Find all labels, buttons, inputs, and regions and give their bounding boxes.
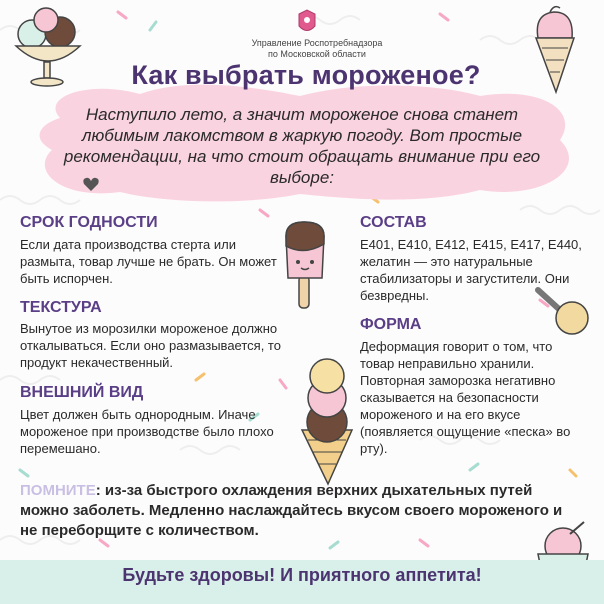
expiry-title: СРОК ГОДНОСТИ [20, 214, 158, 231]
emblem-icon [296, 8, 318, 36]
texture-title: ТЕКСТУРА [20, 299, 102, 316]
footer-text: Будьте здоровы! И приятного аппетита! [122, 565, 482, 585]
texture-body: Вынутое из морозилки мороженое должно откалываться. Если оно размазывается, то продукт некачественный. [20, 321, 281, 370]
reminder-body: : из-за быстрого охлаждения верхних дыхательных путей можно заболеть. Медленно наслаждайтесь вкусом своего мороженого и не переборщите с количеством. [20, 482, 563, 539]
reminder-keyword: ПОМНИТЕ [20, 482, 96, 499]
triple-cone-icon [292, 356, 362, 486]
page-title: Как выбрать мороженое? [131, 60, 481, 90]
org-line-1: Управление Роспотребнадзора [251, 38, 383, 48]
org-line-2: по Московской области [268, 49, 366, 59]
intro-text: Наступило лето, а значит мороженое снова станет любимым лакомством в жаркую погоду. Вот простые рекомендации, на что стоит обращать внимание при его выборе: [63, 105, 541, 187]
reminder-text [20, 481, 580, 541]
org-name [232, 38, 402, 60]
shape-body: Деформация говорит о том, что товар неправильно хранили. Повторная заморозка негативно сказывается на безопасности мороженого и на его вкусе (появляется ощущение «песка» во рту). [360, 339, 571, 456]
expiry-body: Если дата производства стерта или размыта, товар лучше не брать. Он может быть испорчен. [20, 237, 277, 286]
composition-title: СОСТАВ [360, 214, 427, 231]
appearance-body: Цвет должен быть однородным. Иначе мороженое при производстве было плохо перемешано. [20, 407, 274, 456]
composition-body: Е401, Е410, Е412, Е415, Е417, Е440, желатин — это натуральные стабилизаторы и загустители. Они безвредны. [360, 237, 582, 303]
appearance-title: ВНЕШНИЙ ВИД [20, 384, 144, 401]
shape-title: ФОРМА [360, 316, 422, 333]
